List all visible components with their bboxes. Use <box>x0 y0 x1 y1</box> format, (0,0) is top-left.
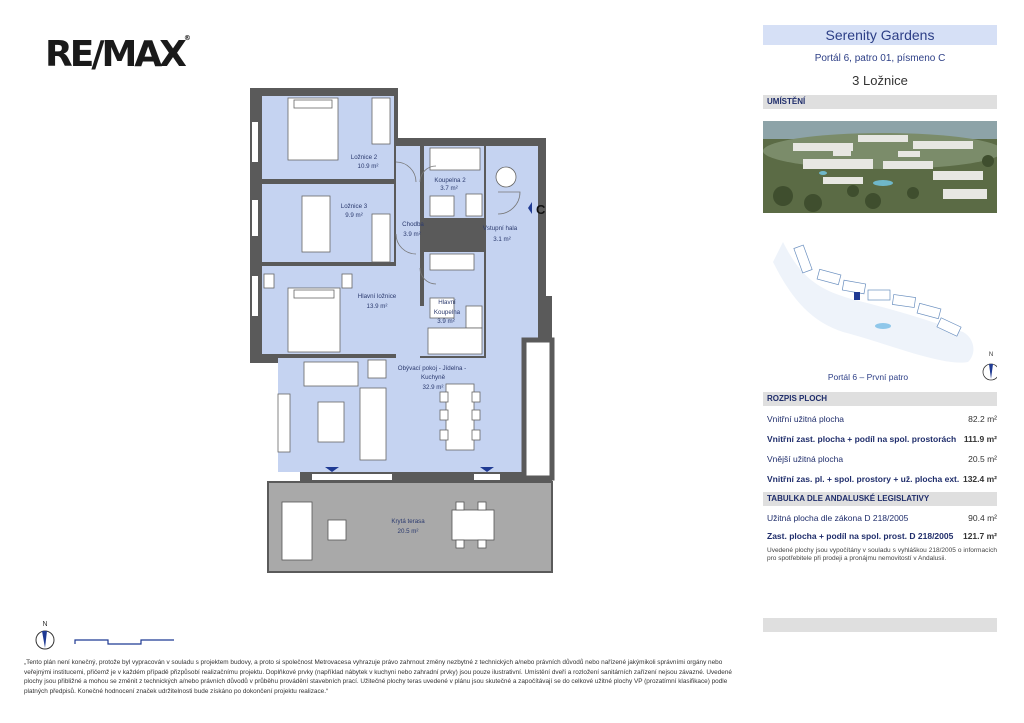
aerial-photo <box>763 121 997 213</box>
legislation-value: 90.4 m² <box>968 513 997 523</box>
room-label-living-2: Kuchyně <box>420 374 446 381</box>
unit-subtitle: Portál 6, patro 01, písmeno C <box>814 53 946 64</box>
room-area-bathroom-2: 3.7 m² <box>440 185 458 192</box>
room-label-bedroom-3: Ložnice 3 <box>340 203 368 210</box>
project-title: Serenity Gardens <box>763 25 997 45</box>
logo-text: RE/MAX <box>45 34 184 75</box>
bedrooms-title: 3 Ložnice <box>852 73 908 88</box>
area-row <box>767 434 997 444</box>
room-label-living-1: Obývací pokoj - Jídelna - <box>397 365 467 372</box>
room-area-main-bathroom: 3.9 m² <box>437 318 455 325</box>
area-value: 132.4 m² <box>962 474 997 484</box>
disclaimer-text: „Tento plán není konečný, protože byl vypracován v souladu s projektem budovy, a proto si společnost Metrovacesa vyhrazuje právo zahrnout změny nezbytné z technických a/nebo právních důvodů nebo nařízené jakýmikoli správními orgány nebo veřejnými institucemi, přičemž je v každém případě přizpůsobí realizačnímu projektu. Doplňkové prvky (například nábytek v kuchyni nebo zahradní prvky) jsou pouze ilustrativní. Umístění dveří a rozložení sanitárních zařízení nejsou závazné. Uvedené plochy jsou přibližné a mohou se změnit z technických a/nebo právních důvodů v průběhu provádění stavebních prací. Užitečné plochy teras uvedené v plánu jsou skutečné a započítávají se do celkové užitné plochy VP (prozatímní klasifikace) podle platných předpisů. Konečné hodnocení značek udržitelnosti bude získáno po dokončení projektu realizace.“ <box>24 659 732 695</box>
floor-plan <box>240 86 570 578</box>
area-row <box>767 414 997 424</box>
footer-bar <box>763 618 997 632</box>
legislation-row <box>767 513 997 523</box>
room-area-bedroom-2: 10.9 m² <box>357 163 379 170</box>
room-label-hall: Vstupní hala <box>482 225 518 232</box>
area-value: 82.2 m² <box>968 414 997 424</box>
logo-trademark: ® <box>183 34 191 42</box>
area-value: 111.9 m² <box>963 434 997 444</box>
room-label-master-bedroom: Hlavní ložnice <box>357 293 397 300</box>
map-north-label: N <box>988 352 994 358</box>
area-row <box>767 474 997 484</box>
plan-north-label: N <box>42 621 48 628</box>
area-row <box>767 454 997 464</box>
remax-logo <box>45 34 191 75</box>
north-arrow-and-scale <box>30 618 190 654</box>
area-label: Vnitřní zast. plocha + podíl na spol. prostorách <box>767 434 957 444</box>
legislation-note: Uvedené plochy jsou vypočítány v souladu s vyhláškou 218/2005 o informacích pro spotřebitele při prodeji a pronájmu nemovitostí v Andalusii. <box>767 547 997 562</box>
room-label-main-bathroom-2: Koupelna <box>433 309 461 316</box>
room-label-main-bathroom-1: Hlavní <box>438 299 456 306</box>
room-area-living: 32.9 m² <box>422 384 444 391</box>
room-label-corridor: Chodba <box>402 221 424 228</box>
legislation-row <box>767 531 997 541</box>
entrance-letter: C <box>536 202 546 217</box>
legislation-label: Zast. plocha + podíl na spol. prost. D 218/2005 <box>767 531 954 541</box>
map-caption: Portál 6 – První patro <box>827 372 909 382</box>
area-value: 20.5 m² <box>968 454 997 464</box>
room-area-corridor: 3.9 m² <box>403 231 421 238</box>
areas-section-label: ROZPIS PLOCH <box>763 392 997 406</box>
location-section-label: UMÍSTĚNÍ <box>763 95 997 109</box>
room-area-terrace: 20.5 m² <box>397 528 419 535</box>
room-label-terrace: Krytá terasa <box>391 518 425 525</box>
location-map <box>763 222 997 382</box>
legislation-value: 121.7 m² <box>962 531 997 541</box>
room-area-hall: 3.1 m² <box>493 236 511 243</box>
legislation-section-label: TABULKA DLE ANDALUSKÉ LEGISLATIVY <box>763 492 997 506</box>
room-area-bedroom-3: 9.9 m² <box>345 212 363 219</box>
area-label: Vnější užitná plocha <box>767 454 844 464</box>
room-label-bathroom-2: Koupelna 2 <box>434 177 466 184</box>
room-area-master-bedroom: 13.9 m² <box>366 303 388 310</box>
room-label-bedroom-2: Ložnice 2 <box>350 154 378 161</box>
area-label: Vnitřní užitná plocha <box>767 414 845 424</box>
area-label: Vnitřní zas. pl. + spol. prostory + už. plocha ext. <box>767 474 960 484</box>
legislation-label: Užitná plocha dle zákona D 218/2005 <box>767 513 909 523</box>
